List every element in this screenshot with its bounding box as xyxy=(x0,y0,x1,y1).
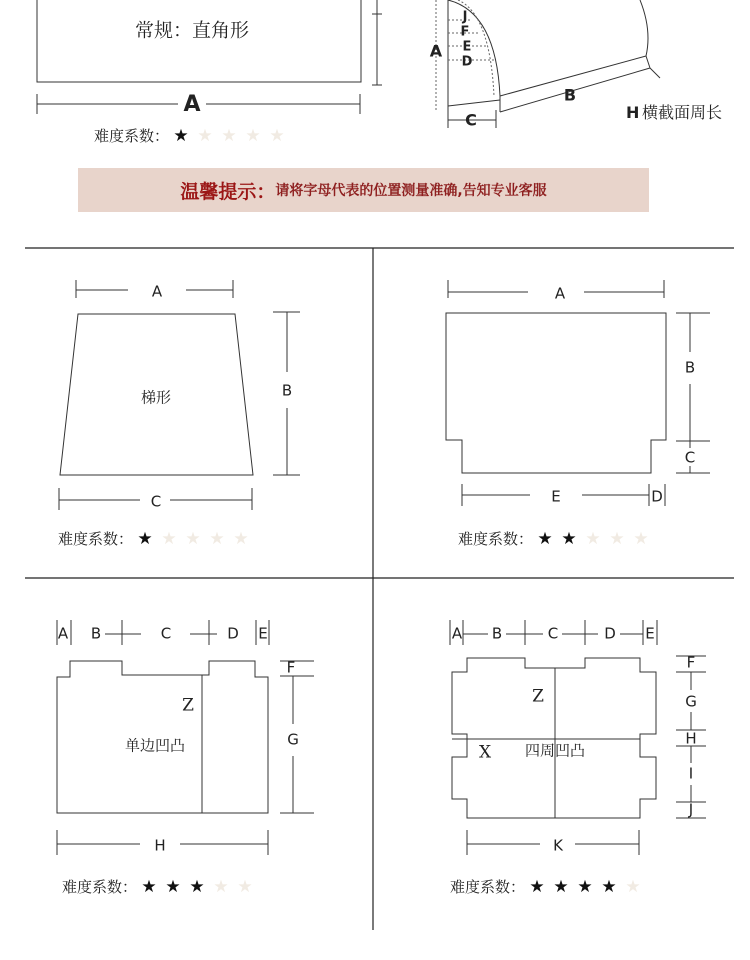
notched-bottom-shape xyxy=(446,313,666,473)
star-empty-icon: ★ xyxy=(197,126,213,146)
dim-a-label: A xyxy=(183,92,201,117)
star-empty-icon: ★ xyxy=(585,529,601,549)
trapezoid-dim-b: B xyxy=(281,381,293,400)
single-dim-b: B xyxy=(90,624,102,643)
trapezoid-label: 梯形 xyxy=(140,388,172,407)
four-dim-a: A xyxy=(451,624,463,643)
star-filled-icon: ★ xyxy=(537,529,553,549)
star-filled-icon: ★ xyxy=(141,877,157,897)
rating-trapezoid xyxy=(58,528,253,549)
four-dim-z: Z xyxy=(532,686,544,707)
single-dim-h: H xyxy=(154,836,166,855)
star-filled-icon: ★ xyxy=(529,877,545,897)
h-note-text: 横截面周长 xyxy=(642,103,723,122)
rating-stars xyxy=(525,878,645,896)
four-dim-k: K xyxy=(553,836,563,855)
four-dim-e: E xyxy=(645,624,655,643)
four-dim-x: X xyxy=(478,742,492,763)
arch-label-e: E xyxy=(462,39,472,55)
tip-title: 温馨提示： xyxy=(180,180,276,203)
star-empty-icon: ★ xyxy=(269,126,285,146)
star-empty-icon: ★ xyxy=(237,877,253,897)
four-dim-d: D xyxy=(604,624,616,643)
four-notch-label: 四周凹凸 xyxy=(524,741,586,760)
four-dim-h: H xyxy=(685,729,697,748)
star-filled-icon: ★ xyxy=(189,877,205,897)
h-note-letter: H xyxy=(626,103,640,122)
four-dim-i: I xyxy=(688,764,694,783)
arch-label-c: C xyxy=(465,110,477,130)
rating-notched-bottom xyxy=(458,528,653,549)
single-dim-g: G xyxy=(287,730,299,749)
star-filled-icon: ★ xyxy=(173,126,189,146)
notched-dim-a: A xyxy=(554,284,566,303)
rect-label: 常规：直角形 xyxy=(134,19,250,42)
rating-label: 难度系数： xyxy=(458,530,534,548)
star-filled-icon: ★ xyxy=(165,877,181,897)
four-dim-j: J xyxy=(688,800,694,819)
star-empty-icon: ★ xyxy=(245,126,261,146)
rating-stars xyxy=(533,530,653,548)
star-empty-icon: ★ xyxy=(233,529,249,549)
single-dim-f: F xyxy=(286,658,296,677)
trapezoid-dim-c: C xyxy=(150,492,162,511)
star-empty-icon: ★ xyxy=(209,529,225,549)
single-dim-d: D xyxy=(227,624,239,643)
arch-label-f: F xyxy=(460,24,470,40)
rating-stars xyxy=(133,530,253,548)
rating-label: 难度系数： xyxy=(94,127,170,145)
notched-dim-c: C xyxy=(684,448,696,467)
rating-single-notch xyxy=(62,876,257,897)
single-dim-z: Z xyxy=(182,695,194,716)
star-empty-icon: ★ xyxy=(221,126,237,146)
star-empty-icon: ★ xyxy=(625,877,641,897)
single-dim-a: A xyxy=(57,624,69,643)
four-dim-f: F xyxy=(686,653,696,672)
rating-label: 难度系数： xyxy=(450,878,526,896)
star-empty-icon: ★ xyxy=(609,529,625,549)
notched-dim-d: D xyxy=(651,487,663,506)
single-notch-panel xyxy=(57,620,314,855)
arch-label-b: B xyxy=(563,85,577,105)
arch-label-j: J xyxy=(462,9,468,25)
rating-label: 难度系数： xyxy=(62,878,138,896)
star-empty-icon: ★ xyxy=(633,529,649,549)
arch-label-a: A xyxy=(429,41,443,61)
trapezoid-dim-a: A xyxy=(151,282,163,301)
star-empty-icon: ★ xyxy=(213,877,229,897)
four-dim-b: B xyxy=(491,624,503,643)
star-filled-icon: ★ xyxy=(553,877,569,897)
rating-label: 难度系数： xyxy=(58,530,134,548)
single-dim-c: C xyxy=(160,624,172,643)
four-dim-g: G xyxy=(685,692,697,711)
single-notch-label: 单边凹凸 xyxy=(124,736,186,755)
star-empty-icon: ★ xyxy=(161,529,177,549)
arch-label-d: D xyxy=(461,54,473,70)
tip-text: 请将字母代表的位置测量准确,告知专业客服 xyxy=(275,183,547,199)
notched-dim-b: B xyxy=(684,358,696,377)
trapezoid-panel xyxy=(59,280,300,510)
star-empty-icon: ★ xyxy=(185,529,201,549)
rating-four-notch xyxy=(450,876,645,897)
notched-bottom-panel xyxy=(446,280,710,506)
four-dim-c: C xyxy=(547,624,559,643)
four-notch-panel xyxy=(450,620,706,855)
star-filled-icon: ★ xyxy=(561,529,577,549)
star-filled-icon: ★ xyxy=(601,877,617,897)
rating-stars xyxy=(137,878,257,896)
single-dim-e: E xyxy=(258,624,268,643)
star-filled-icon: ★ xyxy=(137,529,153,549)
four-notch-shape xyxy=(452,658,656,818)
notched-dim-e: E xyxy=(551,487,561,506)
star-filled-icon: ★ xyxy=(577,877,593,897)
